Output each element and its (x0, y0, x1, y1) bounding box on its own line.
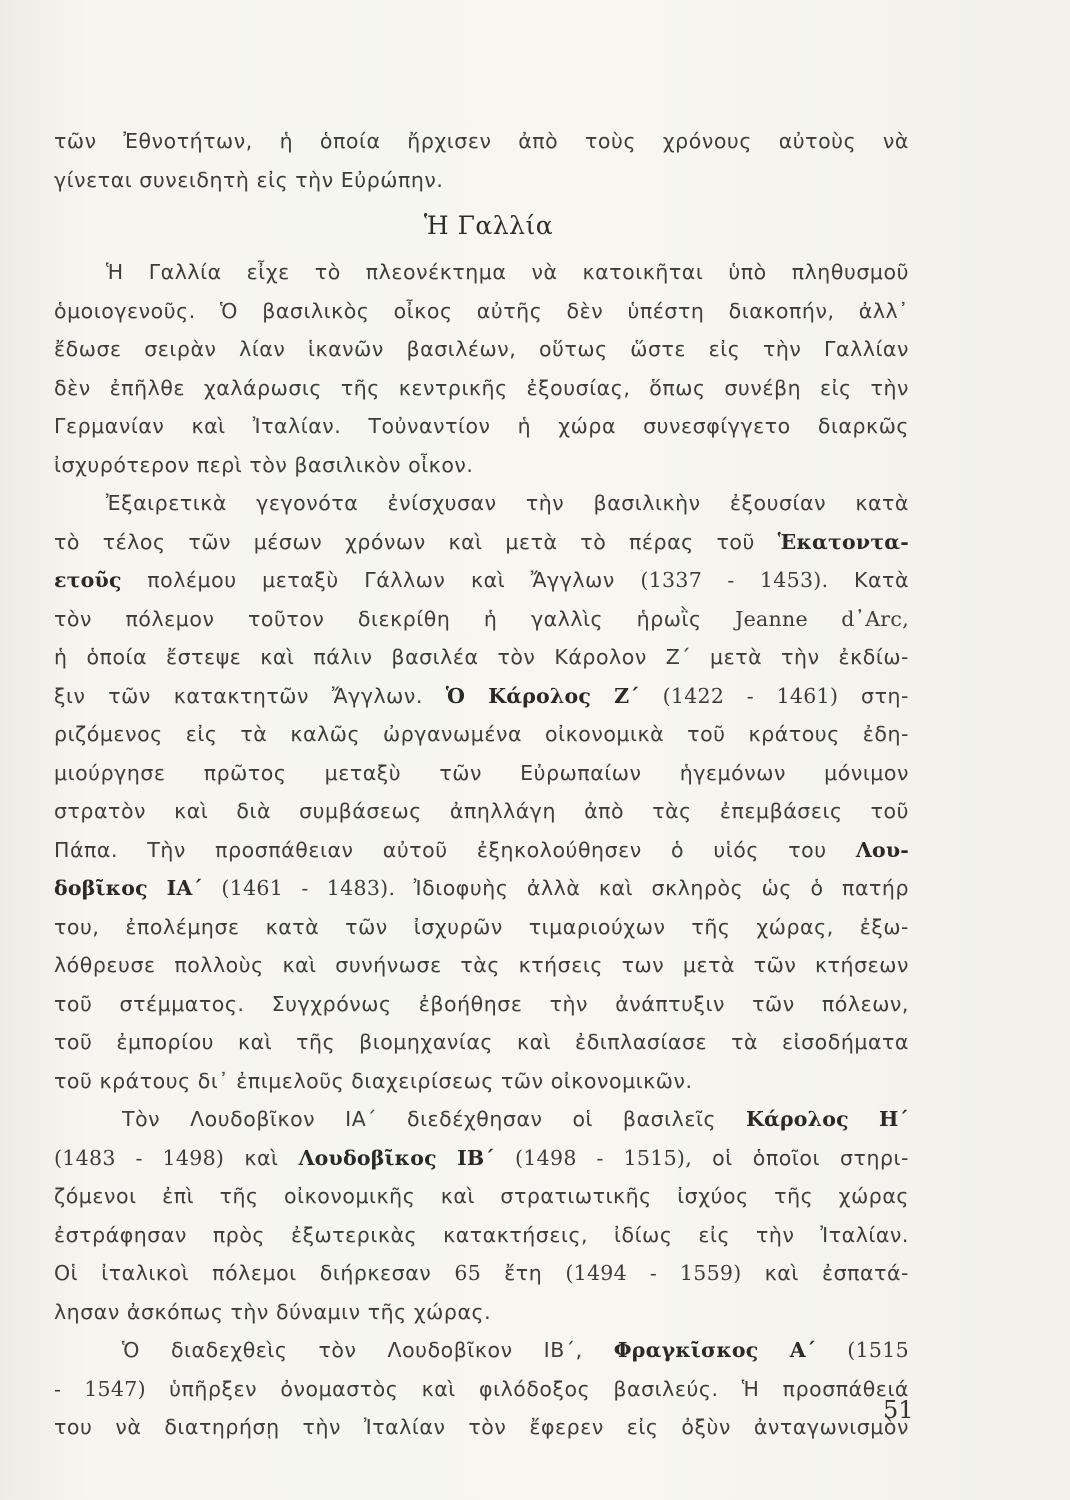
text-line (54, 1370, 909, 1409)
text-line (54, 869, 909, 908)
text-run: Ὁ διαδεχθεὶς τὸν Λουδοβῖκον ΙΒ΄, (122, 1338, 614, 1362)
text-line (54, 1100, 909, 1139)
text-run: ὑπῆρξεν ὀνομαστὸς καὶ φιλόδοξος βασιλεύς. Ἡ προσπάθειά (145, 1376, 909, 1401)
text-run: στη- (838, 683, 909, 708)
text-line: τοῦ στέμματος. Συγχρόνως ἐβοήθησε τὴν ἀνάπτυξιν τῶν πόλεων, (54, 991, 909, 1016)
text-line: του νὰ διατηρήσῃ τὴν Ἰταλίαν τὸν ἔφερεν εἰς ὀξὺν ἀνταγωνισμὸν (54, 1415, 909, 1439)
bold-term: Κάρολος Η΄ (745, 1107, 909, 1131)
text-line: ἔδωσε σειρὰν λίαν ἱκανῶν βασιλέων, οὕτως ὥστε εἰς τὴν Γαλλίαν (54, 337, 909, 361)
text-line (54, 523, 909, 562)
text-line (54, 1139, 909, 1178)
text-line: Ἐξαιρετικὰ γεγονότα ἐνίσχυσαν τὴν βασιλικὴν ἐξουσίαν κατὰ (106, 491, 909, 515)
text-run: Πάπα. Τὴν προσπάθειαν αὐτοῦ ἐξηκολούθησεν ὁ υἱός του (54, 837, 856, 862)
text-run (203, 876, 222, 900)
text-run: πολέμου μεταξὺ Γάλλων καὶ Ἄγγλων (121, 568, 641, 592)
text-line: δὲν ἐπῆλθε χαλάρωσις τῆς κεντρικῆς ἐξουσίας, ὅπως συνέβη εἰς τὴν (54, 375, 909, 400)
text-line: Ἡ Γαλλία εἶχε τὸ πλεονέκτημα νὰ κατοικῆται ὑπὸ πληθυσμοῦ (106, 260, 909, 284)
date-range: (1422 - 1461) (662, 683, 839, 708)
bold-term: Λου- (855, 837, 909, 862)
text-line: λησαν ἀσκόπως τὴν δύναμιν τῆς χώρας. (54, 1299, 492, 1324)
text-run: τὸν πόλεμον τοῦτον διεκρίθη ἡ γαλλὶς ἡρωῒς (54, 606, 736, 631)
text-run (495, 1146, 515, 1170)
name-latin: Jeanne d᾿Arc, (735, 606, 910, 631)
section-heading: Ἡ Γαλλία (423, 211, 554, 240)
text-run: ξιν τῶν κατακτητῶν Ἄγγλων. (54, 683, 446, 708)
text-run: καὶ ἐσπατά- (741, 1261, 909, 1285)
text-run: Τὸν Λουδοβῖκον ΙΑ΄ διεδέχθησαν οἱ βασιλεῖς (122, 1107, 746, 1131)
text-run: οἱ ὁποῖοι στηρι- (692, 1145, 909, 1170)
date-range: (1337 - 1453). (640, 568, 829, 592)
text-line: στρατὸν καὶ διὰ συμβάσεως ἀπηλλάγη ἀπὸ τὰς ἐπεμβάσεις τοῦ (54, 799, 909, 823)
text-line: τοῦ ἐμπορίου καὶ τῆς βιομηχανίας καὶ ἐδιπλασίασε τὰ εἰσοδήματα (54, 1030, 909, 1054)
text-run: Οἱ ἰταλικοὶ πόλεμοι διήρκεσαν (54, 1261, 455, 1285)
bold-term: Φραγκῖσκος Α΄ (613, 1338, 817, 1362)
bold-term: Ἑκατοντα- (777, 529, 909, 554)
text-run: ἔτη (481, 1261, 566, 1285)
date-range: (1498 - 1515), (515, 1145, 693, 1170)
text-line: Γερμανίαν καὶ Ἰταλίαν. Τοὐναντίον ἡ χώρα συνεσφίγγετο διαρκῶς (54, 414, 909, 438)
bold-term: δοβῖκος ΙΑ΄ (54, 876, 203, 900)
number: 65 (454, 1261, 482, 1285)
text-run: τὸ τέλος τῶν μέσων χρόνων καὶ μετὰ τὸ πέρας τοῦ (54, 529, 778, 554)
text-line: τῶν Ἐθνοτήτων, ἡ ὁποία ἤρχισεν ἀπὸ τοὺς χρόνους αὐτοὺς νὰ (54, 129, 909, 153)
text-line: λόθρευσε πολλοὺς καὶ συνήνωσε τὰς κτήσεις των μετὰ τῶν κτήσεων (54, 953, 909, 977)
section-heading-line (54, 199, 909, 253)
text-line: ἰσχυρότερον περὶ τὸν βασιλικὸν οἶκον. (54, 452, 474, 477)
text-line (54, 677, 909, 716)
text-run (640, 684, 663, 708)
text-run: Κατὰ (828, 568, 910, 592)
text-line: ζόμενοι ἐπὶ τῆς οἰκονομικῆς καὶ στρατιωτικῆς ἰσχύος τῆς χώρας (54, 1184, 909, 1208)
bold-term: ετοῦς (54, 568, 122, 592)
text-run: καὶ (224, 1145, 299, 1170)
text-run (816, 1338, 847, 1362)
date-range: (1483 - 1498) (54, 1145, 225, 1170)
date-range: - 1547) (54, 1376, 146, 1401)
page-number: 51 (883, 1396, 914, 1424)
text-line: τοῦ κράτους δι᾿ ἐπιμελοῦς διαχειρίσεως τῶν οἰκονομικῶν. (54, 1068, 693, 1093)
text-line: του, ἐπολέμησε κατὰ τῶν ἰσχυρῶν τιμαριούχων τῆς χώρας, ἐξω- (54, 914, 909, 939)
text-line (54, 1331, 909, 1370)
text-line (54, 831, 909, 870)
text-line: ἐστράφησαν πρὸς ἐξωτερικὰς κατακτήσεις, ἰδίως εἰς τὴν Ἰταλίαν. (54, 1222, 909, 1247)
date-range: (1515 (847, 1338, 909, 1362)
text-line: ριζόμενος εἰς τὰ καλῶς ὠργανωμένα οἰκονομικὰ τοῦ κράτους ἐδη- (54, 722, 909, 746)
text-line (54, 1254, 909, 1293)
date-range: (1494 - 1559) (565, 1261, 742, 1285)
text-line (54, 600, 909, 639)
text-line: μιούργησε πρῶτος μεταξὺ τῶν Εὐρωπαίων ἡγεμόνων μόνιμον (54, 760, 909, 785)
text-line: γίνεται συνειδητὴ εἰς τὴν Εὐρώπην. (54, 167, 444, 192)
text-line: ἡ ὁποία ἔστεψε καὶ πάλιν βασιλέα τὸν Κάρολον Ζ΄ μετὰ τὴν ἐκδίω- (54, 645, 909, 669)
text-line: ὁμοιογενοῦς. Ὁ βασιλικὸς οἶκος αὐτῆς δὲν ὑπέστη διακοπήν, ἀλλ᾿ (54, 298, 909, 323)
bold-term: Ὁ Κάρολος Ζ΄ (445, 683, 640, 708)
body-text (54, 122, 909, 1447)
date-range: (1461 - 1483). (221, 876, 396, 900)
text-line (54, 561, 909, 600)
text-run: Ἰδιοφυὴς ἀλλὰ καὶ σκληρὸς ὡς ὁ πατήρ (395, 876, 910, 900)
bold-term: Λουδοβῖκος ΙΒ΄ (298, 1145, 495, 1170)
